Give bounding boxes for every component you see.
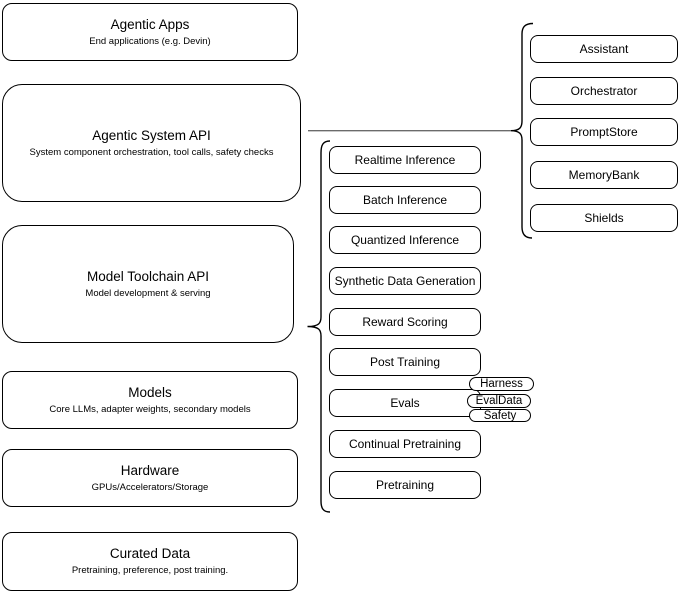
brace-toolchain-group [308, 141, 331, 512]
node-hardware [2, 449, 298, 507]
node-evals: Evals [329, 389, 481, 417]
node-continual-pretraining: Continual Pretraining [329, 430, 481, 458]
node-title: Curated Data [109, 546, 191, 561]
badge-safety: Safety [469, 409, 531, 422]
node-reward-scoring: Reward Scoring [329, 308, 481, 336]
node-promptstore: PromptStore [530, 118, 678, 146]
node-memorybank: MemoryBank [530, 161, 678, 189]
node-orchestrator: Orchestrator [530, 77, 678, 105]
node-title: Agentic System API [92, 127, 211, 143]
node-title: Models [128, 384, 172, 400]
node-subtitle: GPUs/Accelerators/Storage [91, 481, 209, 493]
node-subtitle: Core LLMs, adapter weights, secondary models [49, 403, 251, 415]
node-subtitle: Pretraining, preference, post training. [71, 565, 229, 576]
node-model-toolchain-api [2, 225, 294, 343]
node-shields: Shields [530, 204, 678, 232]
node-curated-data [2, 532, 298, 591]
node-post-training: Post Training [329, 348, 481, 376]
badge-evaldata: EvalData [467, 394, 531, 408]
node-realtime-inference: Realtime Inference [329, 146, 481, 174]
badge-harness: Harness [469, 377, 534, 391]
node-subtitle: System component orchestration, tool calls, safety checks [29, 146, 274, 158]
node-title: Model Toolchain API [86, 268, 210, 284]
node-title: Agentic Apps [110, 16, 190, 32]
node-assistant: Assistant [530, 35, 678, 63]
node-batch-inference: Batch Inference [329, 186, 481, 214]
node-title: Hardware [120, 462, 180, 478]
node-quantized-inference: Quantized Inference [329, 226, 481, 254]
node-subtitle: Model development & serving [85, 287, 211, 299]
node-pretraining: Pretraining [329, 471, 481, 499]
node-agentic-system-api [2, 84, 301, 202]
node-agentic-apps [2, 3, 298, 61]
node-subtitle: End applications (e.g. Devin) [89, 35, 211, 47]
node-synthetic-data-generation: Synthetic Data Generation [329, 267, 481, 295]
node-models [2, 371, 298, 429]
